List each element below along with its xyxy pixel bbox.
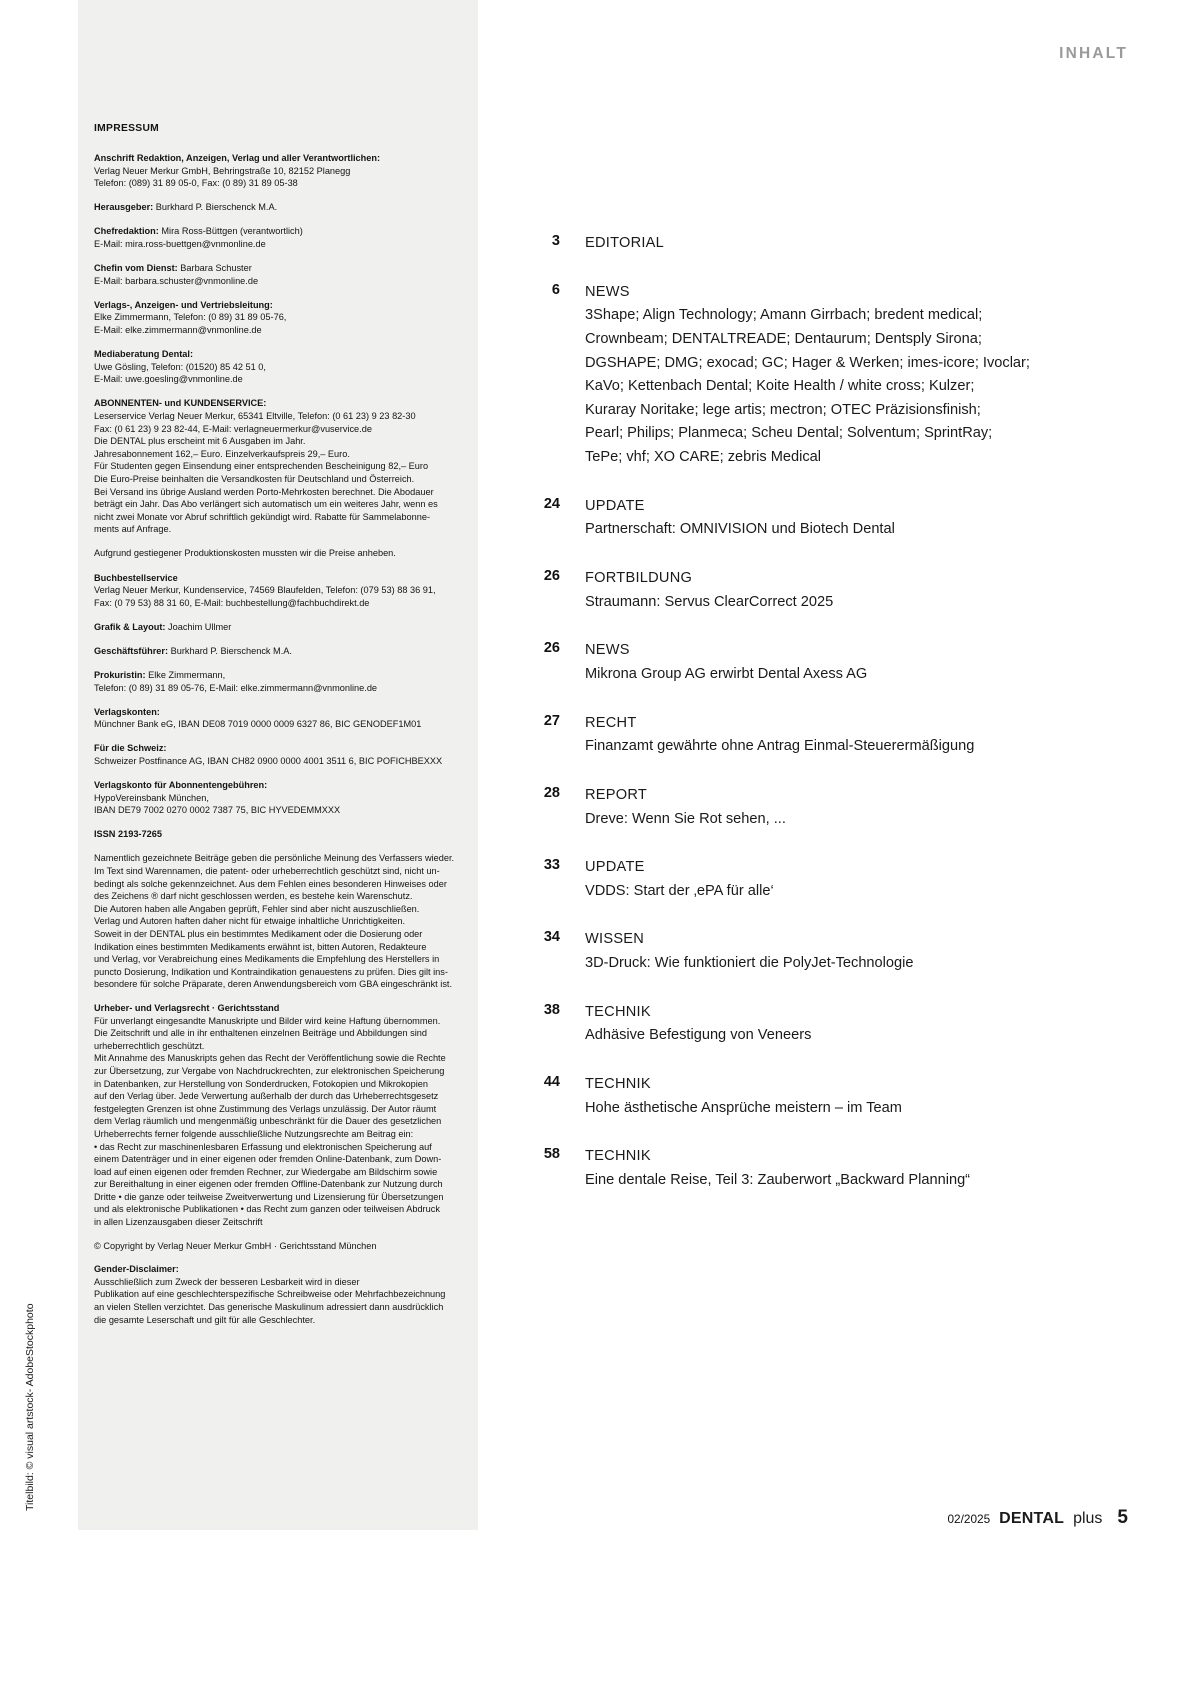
- imprint-rights-line: Die Zeitschrift und alle in ihr enthaltenen einzelnen Beiträge und Abbildungen sind: [94, 1028, 428, 1039]
- imprint-rights-line: einem Datenträger und in einer eigenen oder fremden Online-Datenbank, zum Down-: [94, 1154, 442, 1165]
- imprint-line: Telefon: (0 89) 31 89 05-76, E-Mail: elke.zimmermann@vnmonline.de: [94, 682, 378, 693]
- toc-description-line: Crownbeam; DENTALTREADE; Dentaurum; Dentsply Sirona;: [585, 330, 982, 347]
- imprint-block-heading: Chefin vom Dienst:: [94, 263, 178, 274]
- imprint-line: Bei Versand ins übrige Ausland werden Porto-Mehrkosten berechnet. Die Abodauer: [94, 486, 434, 497]
- toc-entry-description: [585, 591, 833, 615]
- toc-entry-description: [585, 808, 786, 832]
- imprint-line: Uwe Gösling, Telefon: (01520) 85 42 51 0,: [94, 361, 266, 372]
- imprint-line: Elke Zimmermann, Telefon: (0 89) 31 89 05-76,: [94, 312, 287, 323]
- imprint-rights-line: zur Übersetzung, zur Vergabe von Nachdruckrechten, zur elektronischen Speicherung: [94, 1065, 445, 1076]
- imprint-rights-heading: Urheber- und Verlagsrecht · Gerichtsstand: [94, 1002, 280, 1013]
- imprint-line: Für Studenten gegen Einsendung einer entsprechenden Bescheinigung 82,– Euro: [94, 461, 429, 472]
- imprint-block-heading: ISSN 2193-7265: [94, 829, 162, 840]
- toc-entry-body: [560, 1073, 902, 1120]
- toc-section-label: TECHNIK: [585, 1003, 651, 1020]
- imprint-gender-body: [94, 1276, 472, 1326]
- imprint-rights-line: auf den Verlag über. Jede Verwertung außerhalb der durch das Urheberrechtsgesetz: [94, 1091, 439, 1102]
- imprint-line: Schweizer Postfinance AG, IBAN CH82 0900 0000 4001 3511 6, BIC POFICHBEXXX: [94, 755, 443, 766]
- imprint-block-inline: Elke Zimmermann,: [145, 670, 226, 680]
- imprint-block-inline: Burkhard P. Bierschenck M.A.: [168, 645, 292, 656]
- toc-description-line: Finanzamt gewährte ohne Antrag Einmal-Steuerermäßigung: [585, 738, 975, 755]
- imprint-line: E-Mail: mira.ross-buettgen@vnmonline.de: [94, 239, 266, 250]
- imprint-block: [94, 397, 472, 536]
- toc-page-number: 6: [551, 281, 560, 298]
- footer-issue: 02/2025: [947, 1512, 991, 1526]
- imprint-rights-block: [94, 1002, 472, 1229]
- toc-entry-body: [560, 639, 867, 686]
- toc-entry-description: [585, 304, 1030, 469]
- table-of-contents: [518, 232, 1078, 1218]
- imprint-block-inline: Mira Ross-Büttgen (verantwortlich): [158, 226, 303, 237]
- toc-section-label: RECHT: [585, 714, 637, 731]
- imprint-block-heading: Grafik & Layout:: [94, 621, 166, 632]
- imprint-block-inline: Burkhard P. Bierschenck M.A.: [153, 202, 278, 213]
- imprint-rights-line: zur Bereithaltung in einer eigenen oder fremden Offline-Datenbank zur Nutzung durch: [94, 1179, 443, 1190]
- imprint-line: E-Mail: elke.zimmermann@vnmonline.de: [94, 325, 262, 336]
- imprint-gender-disclaimer: [94, 1263, 472, 1326]
- footer-page-number: 5: [1117, 1507, 1128, 1528]
- toc-entry-description: [585, 518, 895, 542]
- imprint-block: [94, 742, 472, 767]
- toc-entry-body: [560, 1145, 970, 1192]
- imprint-line: Jahresabonnement 162,– Euro. Einzelverkaufspreis 29,– Euro.: [94, 448, 350, 459]
- toc-section-label: NEWS: [585, 283, 630, 300]
- toc-entry-body: [560, 856, 774, 903]
- imprint-disclaimer-line: puncto Dosierung, Indikation und Kontraindikation genauestens zu prüfen. Dies gilt ins-: [94, 966, 448, 977]
- imprint-disclaimer-line: Verlag und Autoren haften daher nicht für etwaige inhaltliche Unrichtigkeiten.: [94, 916, 406, 927]
- imprint-block: [94, 262, 472, 287]
- toc-section-label: NEWS: [585, 642, 630, 659]
- imprint-gender-heading: Gender-Disclaimer:: [94, 1264, 179, 1275]
- toc-entry[interactable]: [518, 639, 1078, 686]
- imprint-disclaimer-line: Soweit in der DENTAL plus ein bestimmtes Medikament oder die Dosierung oder: [94, 929, 423, 939]
- imprint-block-heading: Mediaberatung Dental:: [94, 349, 194, 360]
- imprint-disclaimer-line: besondere für solche Präparate, deren Anwendungsbereich vom GBA eingeschränkt ist.: [94, 979, 453, 990]
- imprint-blocks: [94, 152, 472, 841]
- imprint-gender-line: Ausschließlich zum Zweck der besseren Lesbarkeit wird in dieser: [94, 1276, 360, 1287]
- toc-page-number: 33: [543, 857, 560, 874]
- toc-page-number: 28: [543, 784, 560, 801]
- toc-description-line: Partnerschaft: OMNIVISION und Biotech Dental: [585, 521, 895, 538]
- toc-section-label: REPORT: [585, 786, 648, 803]
- toc-description-line: Straumann: Servus ClearCorrect 2025: [585, 593, 834, 610]
- toc-entry[interactable]: [518, 856, 1078, 903]
- toc-entry-description: [585, 735, 974, 759]
- toc-page-number: 27: [543, 712, 560, 729]
- imprint-line: HypoVereinsbank München,: [94, 792, 209, 803]
- footer-brand-dental: DENTAL: [999, 1510, 1065, 1527]
- imprint-block: [94, 828, 472, 841]
- toc-description-line: 3Shape; Align Technology; Amann Girrbach; bredent medical;: [585, 307, 983, 324]
- toc-entry-description: [585, 880, 774, 904]
- toc-entry-body: [560, 281, 1030, 470]
- toc-entry[interactable]: [518, 495, 1078, 542]
- toc-description-line: Dreve: Wenn Sie Rot sehen, ...: [585, 810, 786, 827]
- toc-page-number: 24: [543, 495, 560, 512]
- toc-section-label: FORTBILDUNG: [585, 570, 693, 587]
- imprint-rights-line: • das Recht zur maschinenlesbaren Erfassung und elektronischen Speicherung auf: [94, 1141, 432, 1152]
- toc-entry-body: [560, 567, 833, 614]
- imprint-rights-line: dem Verlag räumlich und mengenmäßig unbeschränkt für die Dauer des gesetzlichen: [94, 1116, 442, 1127]
- cover-image-credit: Titelbild: © visual artstock- AdobeStockphoto: [24, 1303, 36, 1511]
- imprint-block: [94, 779, 472, 817]
- toc-entry[interactable]: [518, 928, 1078, 975]
- imprint-line: beträgt ein Jahr. Das Abo verlängert sich automatisch um ein weiteres Jahr, wenn es: [94, 499, 438, 510]
- toc-entry[interactable]: [518, 712, 1078, 759]
- toc-page-number: 3: [551, 233, 560, 249]
- imprint-block-heading: Verlagskonto für Abonnentengebühren:: [94, 780, 268, 791]
- imprint-block: [94, 669, 472, 694]
- imprint-rights-line: urheberrechtlich geschützt.: [94, 1040, 205, 1051]
- imprint-line: Fax: (0 61 23) 9 23 82-44, E-Mail: verlagneuermerkur@vuservice.de: [94, 423, 372, 434]
- imprint-block: [94, 572, 472, 610]
- toc-entry-description: [585, 1169, 970, 1193]
- imprint-block-heading: Buchbestellservice: [94, 572, 178, 583]
- toc-description-line: KaVo; Kettenbach Dental; Koite Health / white cross; Kulzer;: [585, 378, 975, 395]
- imprint-rights-line: Dritte • die ganze oder teilweise Zweitverwertung und Lizensierung für Übersetzungen: [94, 1191, 444, 1202]
- imprint-line: E-Mail: uwe.goesling@vnmonline.de: [94, 374, 243, 385]
- imprint-rights-line: Für unverlangt eingesandte Manuskripte und Bilder wird keine Haftung übernommen.: [94, 1015, 441, 1026]
- imprint-title: IMPRESSUM: [94, 123, 160, 134]
- imprint-block-heading: Prokuristin:: [94, 670, 146, 680]
- toc-section-label: WISSEN: [585, 931, 645, 948]
- toc-page-number: 26: [543, 568, 560, 585]
- toc-entry[interactable]: [518, 232, 1078, 256]
- imprint-block: [94, 201, 472, 214]
- imprint-block-heading: Herausgeber:: [94, 202, 154, 213]
- imprint-line: Aufgrund gestiegener Produktionskosten mussten wir die Preise anheben.: [94, 548, 396, 559]
- toc-description-line: Hohe ästhetische Ansprüche meistern – im Team: [585, 1099, 902, 1116]
- footer-brand-plus: plus: [1073, 1510, 1103, 1527]
- toc-entry-description: [585, 663, 867, 687]
- imprint-disclaimer-paragraph: [94, 852, 472, 991]
- toc-entry-description: [585, 1097, 902, 1121]
- toc-page-number: 44: [543, 1074, 560, 1091]
- imprint-block-inline: Barbara Schuster: [177, 263, 252, 274]
- toc-section-label: TECHNIK: [585, 1076, 651, 1093]
- imprint-rights-line: in allen Lizenzausgaben dieser Zeitschrift: [94, 1217, 263, 1228]
- imprint-line: ments auf Anfrage.: [94, 524, 172, 535]
- imprint-block-heading: Für die Schweiz:: [94, 743, 167, 754]
- toc-entry-body: [560, 1001, 811, 1048]
- imprint-line: Leserservice Verlag Neuer Merkur, 65341 Eltville, Telefon: (0 61 23) 9 23 82-30: [94, 411, 416, 421]
- toc-entry-description: [585, 1024, 811, 1048]
- imprint-disclaimer-line: Namentlich gezeichnete Beiträge geben die persönliche Meinung des Verfassers wieder.: [94, 853, 455, 864]
- imprint-block-heading: Anschrift Redaktion, Anzeigen, Verlag und aller Verantwortlichen:: [94, 153, 381, 164]
- toc-entry[interactable]: [518, 281, 1078, 470]
- toc-section-label: UPDATE: [585, 497, 645, 514]
- imprint-gender-line: die gesamte Leserschaft und gilt für alle Geschlechter.: [94, 1314, 316, 1325]
- imprint-rights-line: load auf einen eigenen oder fremden Rechner, zur Wiedergabe am Bildschirm sowie: [94, 1166, 438, 1177]
- page-header-label: INHALT: [1059, 45, 1128, 62]
- imprint-disclaimer-line: und Verlag, vor Verabreichung eines Medikaments die Empfehlung des Herstellers in: [94, 954, 440, 965]
- toc-description-line: TePe; vhf; XO CARE; zebris Medical: [585, 449, 822, 466]
- imprint-line: Münchner Bank eG, IBAN DE08 7019 0000 0009 6327 86, BIC GENODEF1M01: [94, 719, 422, 730]
- imprint-block: [94, 621, 472, 634]
- imprint-block: [94, 299, 472, 337]
- toc-description-line: VDDS: Start der ‚ePA für alle‘: [585, 882, 774, 899]
- imprint-line: IBAN DE79 7002 0270 0002 7387 75, BIC HYVEDEMMXXX: [94, 805, 341, 816]
- imprint-rights-line: Urheberrechts ferner folgende ausschließliche Nutzungsrechte am Beitrag ein:: [94, 1128, 414, 1139]
- imprint-gender-line: Publikation auf eine geschlechterspezifische Schreibweise oder Mehrfachbezeichnung: [94, 1289, 446, 1300]
- toc-entry-description: [585, 952, 914, 976]
- imprint-line: nicht zwei Monate vor Abruf schriftlich gekündigt wird. Rabatte für Sammelabonne-: [94, 511, 431, 522]
- toc-description-line: DGSHAPE; DMG; exocad; GC; Hager & Werken; imes-icore; Ivoclar;: [585, 354, 1030, 371]
- imprint-block-heading: Verlagskonten:: [94, 706, 160, 717]
- imprint-disclaimer-line: Die Autoren haben alle Angaben geprüft, Fehler sind aber nicht auszuschließen.: [94, 903, 420, 914]
- imprint-block: [94, 547, 472, 560]
- toc-entry-body: [560, 232, 664, 256]
- imprint-content: [94, 122, 472, 1337]
- toc-entry[interactable]: [518, 567, 1078, 614]
- toc-section-label: EDITORIAL: [585, 235, 665, 251]
- imprint-line: Die Euro-Preise beinhalten die Versandkosten für Deutschland und Österreich.: [94, 473, 415, 484]
- imprint-line: Verlag Neuer Merkur, Kundenservice, 74569 Blaufelden, Telefon: (079 53) 88 36 91,: [94, 585, 436, 596]
- imprint-line: Verlag Neuer Merkur GmbH, Behringstraße 10, 82152 Planegg: [94, 165, 351, 176]
- imprint-line: Die DENTAL plus erscheint mit 6 Ausgaben im Jahr.: [94, 436, 306, 447]
- toc-entry-body: [560, 712, 974, 759]
- imprint-rights-body: [94, 1015, 472, 1229]
- imprint-block: [94, 348, 472, 386]
- toc-entry[interactable]: [518, 1001, 1078, 1048]
- imprint-block-heading: Geschäftsführer:: [94, 645, 169, 656]
- toc-description-line: 3D-Druck: Wie funktioniert die PolyJet-Technologie: [585, 955, 914, 972]
- imprint-block-heading: Verlags-, Anzeigen- und Vertriebsleitung:: [94, 299, 273, 310]
- toc-section-label: TECHNIK: [585, 1148, 651, 1165]
- toc-page-number: 34: [543, 929, 560, 946]
- imprint-rights-line: festgelegten Grenzen ist ohne Zustimmung des Verlags unzulässig. Der Autor räumt: [94, 1103, 437, 1114]
- imprint-disclaimer-line: bedingt als solche gekennzeichnet. Aus dem Fehlen eines besonderen Hinweises oder: [94, 878, 447, 889]
- toc-description-line: Adhäsive Befestigung von Veneers: [585, 1027, 812, 1044]
- imprint-line: Telefon: (089) 31 89 05-0, Fax: (0 89) 31 89 05-38: [94, 178, 298, 189]
- toc-section-label: UPDATE: [585, 859, 645, 876]
- toc-entry[interactable]: [518, 1145, 1078, 1192]
- imprint-block-heading: Chefredaktion:: [94, 226, 159, 237]
- toc-page-number: 58: [543, 1146, 560, 1163]
- imprint-disclaimer-line: Indikation eines bestimmten Medikaments erwähnt ist, bitten Autoren, Redakteure: [94, 941, 427, 952]
- imprint-disclaimer-line: Im Text sind Warennamen, die patent- oder urheberrechtlich geschützt sind, nicht un-: [94, 866, 440, 877]
- toc-entry-body: [560, 928, 914, 975]
- imprint-block: [94, 645, 472, 658]
- toc-entry-body: [560, 784, 786, 831]
- toc-description-line: Eine dentale Reise, Teil 3: Zauberwort „Backward Planning“: [585, 1171, 971, 1188]
- toc-page-number: 38: [543, 1001, 560, 1018]
- toc-description-line: Pearl; Philips; Planmeca; Scheu Dental; Solventum; SprintRay;: [585, 425, 993, 442]
- imprint-line: E-Mail: barbara.schuster@vnmonline.de: [94, 275, 259, 286]
- imprint-block: [94, 706, 472, 731]
- toc-description-line: Mikrona Group AG erwirbt Dental Axess AG: [585, 665, 868, 682]
- imprint-block: [94, 225, 472, 250]
- imprint-rights-line: und als elektronische Publikationen • das Recht zum ganzen oder teilweisen Abdruck: [94, 1204, 440, 1215]
- imprint-gender-line: an vielen Stellen verzichtet. Das generische Maskulinum adressiert dann ausdrücklich: [94, 1302, 444, 1313]
- toc-entry-body: [560, 495, 895, 542]
- toc-description-line: Kuraray Noritake; lege artis; mectron; OTEC Präzisionsfinish;: [585, 401, 981, 418]
- toc-page-number: 26: [543, 640, 560, 657]
- imprint-block: [94, 152, 472, 190]
- page-footer: [948, 1507, 1129, 1529]
- imprint-rights-line: in Datenbanken, zur Herstellung von Sonderdrucken, Fotokopien und Mikrokopien: [94, 1078, 429, 1089]
- toc-entry[interactable]: [518, 1073, 1078, 1120]
- imprint-block-heading: ABONNENTEN- und KUNDENSERVICE:: [94, 398, 267, 409]
- toc-entry[interactable]: [518, 784, 1078, 831]
- imprint-line: Fax: (0 79 53) 88 31 60, E-Mail: buchbestellung@fachbuchdirekt.de: [94, 597, 370, 608]
- imprint-disclaimer-line: des Zeichens ® darf nicht geschlossen werden, es bestehe kein Warenschutz.: [94, 891, 413, 902]
- imprint-copyright-line: © Copyright by Verlag Neuer Merkur GmbH · Gerichtsstand München: [94, 1240, 377, 1251]
- imprint-rights-line: Mit Annahme des Manuskripts gehen das Recht der Veröffentlichung sowie die Rechte: [94, 1053, 446, 1064]
- imprint-block-inline: Joachim Ullmer: [165, 621, 232, 632]
